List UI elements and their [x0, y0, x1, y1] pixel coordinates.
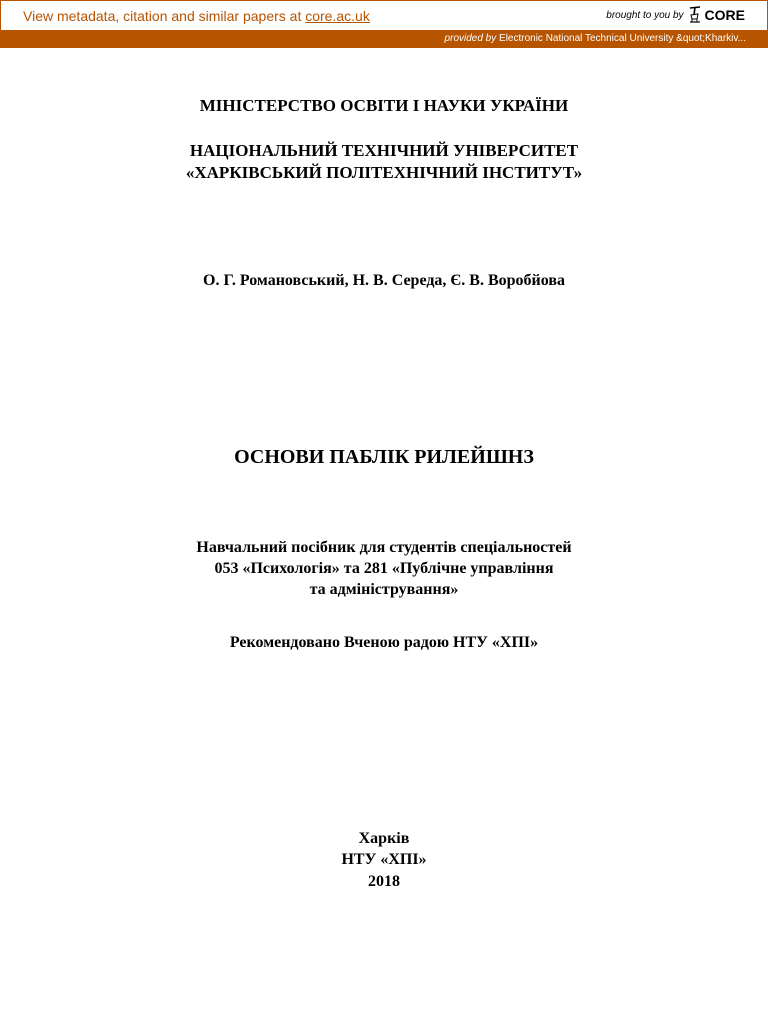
core-banner: [0, 0, 768, 30]
core-logo-icon: [687, 5, 703, 25]
description-line3: та адміністрування»: [309, 581, 459, 598]
provider-link[interactable]: [445, 33, 746, 44]
brought-text: brought to you by: [606, 9, 684, 21]
description-line2: 053 «Психологія» та 281 «Публічне управління: [214, 560, 554, 577]
core-metadata-link[interactable]: [23, 8, 370, 24]
core-logo-word: CORE: [704, 7, 745, 23]
university-name-line1: НАЦІОНАЛЬНИЙ ТЕХНІЧНИЙ УНІВЕРСИТЕТ: [189, 141, 579, 160]
year: 2018: [368, 873, 400, 890]
provided-label: provided by: [444, 33, 497, 44]
publisher: НТУ «ХПІ»: [341, 851, 427, 868]
ministry-heading: МІНІСТЕРСТВО ОСВІТИ І НАУКИ УКРАЇНИ: [199, 96, 569, 115]
brought-to-you-by[interactable]: [606, 5, 745, 25]
provider-name: Electronic National Technical University &quot;Kharkiv...: [496, 33, 746, 44]
core-provider-bar: [0, 30, 768, 48]
core-url-link[interactable]: core.ac.uk: [305, 8, 370, 24]
description-line1: Навчальний посібник для студентів спеціальностей: [196, 539, 572, 556]
core-view-text: View metadata, citation and similar papers at: [23, 8, 306, 24]
city: Харків: [358, 830, 410, 847]
book-title: ОСНОВИ ПАБЛІК РИЛЕЙШНЗ: [234, 446, 534, 468]
university-name-line2: «ХАРКІВСЬКИЙ ПОЛІТЕХНІЧНИЙ ІНСТИТУТ»: [185, 163, 583, 182]
recommendation: Рекомендовано Вченою радою НТУ «ХПІ»: [229, 634, 539, 651]
authors: О. Г. Романовський, Н. В. Середа, Є. В. Воробйова: [203, 272, 565, 289]
